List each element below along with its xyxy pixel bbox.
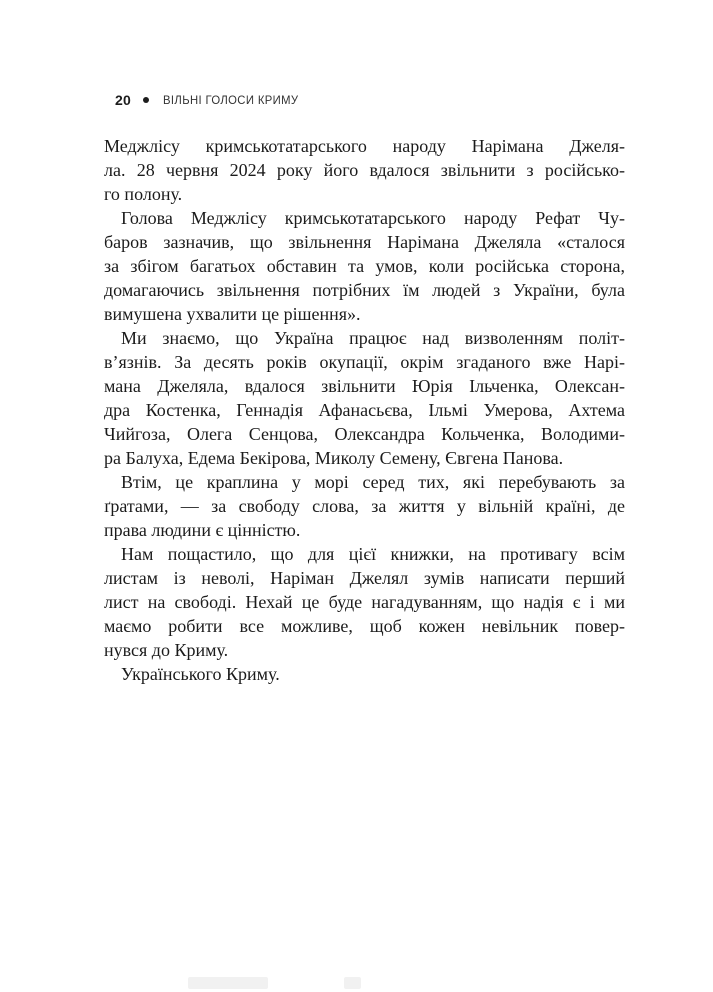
text-line: дра Костенка, Геннадія Афанасьєва, Ільмі Умерова, Ахтема [104,400,625,420]
text-line: Голова Меджлісу кримськотатарського народу Рефат Чу- [121,208,625,228]
paragraph [104,326,625,470]
bottom-artifact-bar [188,977,268,989]
text-line: вимушена ухвалити це рішення». [104,304,361,324]
text-line: Меджлісу кримськотатарського народу Нарімана Джеля- [104,136,625,156]
paragraph [104,134,625,206]
paragraph [104,662,625,686]
text-line: в’язнів. За десять років окупації, окрім згаданого вже Нарі- [104,352,625,372]
text-line: нувся до Криму. [104,640,229,660]
text-line: Ми знаємо, що Україна працює над визволенням політ- [121,328,625,348]
bottom-artifact-square [344,977,361,989]
text-line: ґратами, — за свободу слова, за життя у вільній країні, де [104,496,625,516]
paragraph [104,470,625,542]
paragraph [104,542,625,662]
running-header [115,92,307,108]
text-line: листам із неволі, Наріман Джелял зумів написати перший [104,568,625,588]
text-line: маємо робити все можливе, щоб кожен невільник повер- [104,616,625,636]
bullet-separator-icon [143,97,149,103]
text-line: Українського Криму. [121,664,280,684]
text-line: за збігом багатьох обставин та умов, коли російська сторона, [104,256,625,276]
running-title: ВІЛЬНІ ГОЛОСИ КРИМУ [162,93,299,107]
text-line: Чийгоза, Олега Сенцова, Олександра Кольченка, Володими- [104,424,625,444]
text-line: мана Джеляла, вдалося звільнити Юрія Ільченка, Олексан- [104,376,625,396]
text-line: лист на свободі. Нехай це буде нагадуванням, що надія є і ми [104,592,625,612]
text-line: го полону. [104,184,183,204]
page-number: 20 [115,92,131,108]
text-line: баров зазначив, що звільнення Нарімана Джеляла «сталося [104,232,625,252]
page-body [104,134,625,686]
paragraph [104,206,625,326]
text-line: Нам пощастило, що для цієї книжки, на противагу всім [121,544,625,564]
text-line: ра Балуха, Едема Бекірова, Миколу Семену, Євгена Панова. [104,448,564,468]
text-line: Втім, це краплина у морі серед тих, які перебувають за [121,472,625,492]
text-line: ла. 28 червня 2024 року його вдалося звільнити з російсько- [104,160,625,180]
text-line: права людини є цінністю. [104,520,301,540]
text-line: домагаючись звільнення потрібних їм людей з України, була [104,280,625,300]
